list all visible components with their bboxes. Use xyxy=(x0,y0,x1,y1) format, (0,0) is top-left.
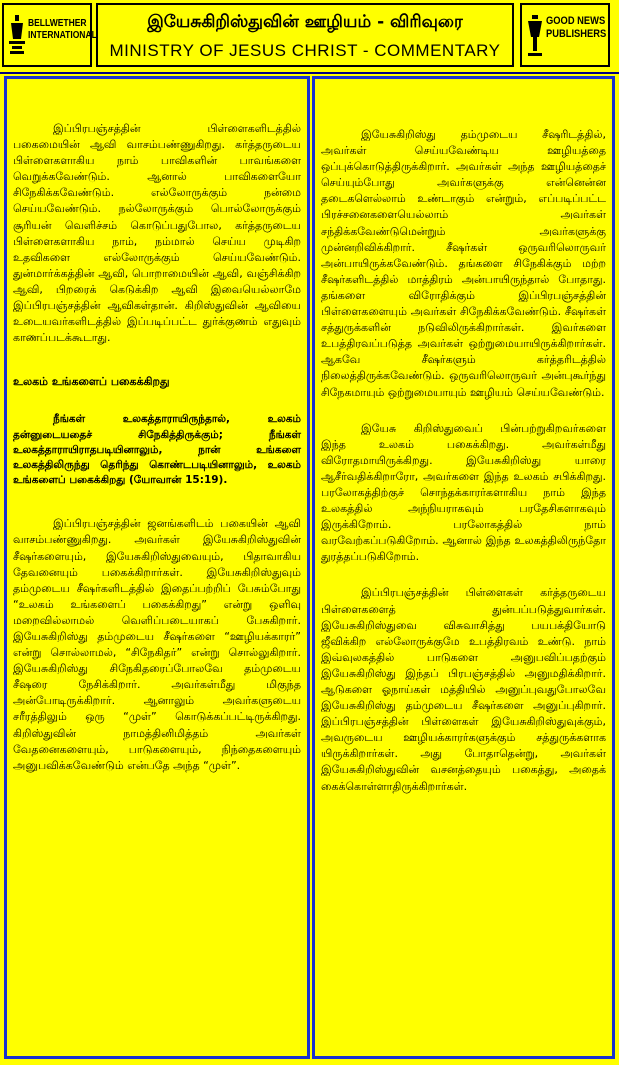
left-logo-text: BELLWETHER INTERNATIONAL xyxy=(28,18,97,41)
left-column-content xyxy=(13,121,301,774)
right-paragraph-1: இயேசுகிறிஸ்து தம்முடைய சீஷரிடத்தில், அவர்கள் செய்யவேண்டிய ஊழியத்தை ஒப்புக்கொடுத்திருக்கிறார். அவர்கள் அந்த ஊழியத்தைச் செய்யும்போது அவர்களுக்கு என்னென்ன தடைகளெல்லாம் உண்டாகும் என்றும், எப்படிப்பட்ட பிரச்சனைகளையெல்லாம் அவர்கள் சந்திக்கவேண்டுமென்றும் அவர்களுக்கு முன்னறிவிக்கிறார். சீஷர்கள் ஒருவரிலொருவர் அன்பாயிருக்கவேண்டும். தங்களை சிநேகிக்கும் மற்ற சீஷர்களிடத்தில் மாத்திரம் அன்பாயிருந்தால் போதாது. தங்களை விரோதிக்கும் இப்பிரபஞ்சத்தின் பிள்ளைகளையும் அவர்கள் சிநேகிக்கவேண்டும். சீஷர்கள் சத்துருக்களின் நடுவிலிருக்கிறார்கள். இவர்களை உபத்திரவப்படுத்த அவர்கள் ஒற்றுமையாயிருக்கிறார்கள். ஆகவே சீஷர்களும் கர்த்தரிடத்தில் நிலைத்திருக்கவேண்டும். ஒருவரிலொருவர் அன்புகூர்ந்து சிநேகமாயும் ஒற்றுமையாயும் ஊழியம் செய்யவேண்டும். xyxy=(321,128,606,399)
torch-icon xyxy=(526,15,544,59)
left-paragraph-1: இப்பிரபஞ்சத்தின் பிள்ளைகளிடத்தில் பகைமையின் ஆவி வாசம்பண்ணுகிறது. கர்த்தருடைய பிள்ளைகளாகிய நாம் பாவிகளின் பாவங்களை வெறுக்கவேண்டும். ஆனால் பாவிகளையோ சிநேகிக்கவேண்டும். எல்லோருக்கும் நன்மை செய்யவேண்டும். நல்லோருக்கும் பொல்லோருக்கும் சூரியன் வெளிச்சம் கொடுப்பதுபோல, கர்த்தருடைய பிள்ளைகளாகிய நாம், நம்மால் செய்ய முடிகிற உதவிகளை எல்லோருக்கும் செய்யவேண்டும். துன்மார்க்கத்தின் ஆவி, பொறாமையின் ஆவி, வஞ்சிக்கிற ஆவி, பிறரைக் கெடுக்கிற ஆவி இவையெல்லாமே இப்பிரபஞ்சத்தின் ஆவிகள்தான். கிறிஸ்துவின் ஆவியை உடையவர்களிடத்தில் இப்படிப்பட்ட துர்க்குணம் எதுவும் காணப்படக்கூடாது. xyxy=(13,122,301,345)
good-news-logo xyxy=(520,3,610,67)
title-tamil: இயேசுகிறிஸ்துவின் ஊழியம் - விரிவுரை xyxy=(147,12,463,32)
right-paragraph-3: இப்பிரபஞ்சத்தின் பிள்ளைகள் கர்த்தருடைய பிள்ளைகளைத் துன்பப்படுத்துவார்கள். இயேசுகிறிஸ்துவை விசுவாசித்து பயபக்தியோடு ஜீவிக்கிற எல்லோருக்குமே உபத்திரவம் உண்டு. நாம் இவ்வுலகத்தில் பாடுகளை அனுபவிப்பதற்கும் இயேசுகிறிஸ்து இந்தப் பிரபஞ்சத்தில் அனுமதிக்கிறார். ஆடுகளை ஓநாய்கள் மத்தியில் அனுப்புவதுபோலவே இயேசுகிறிஸ்து தம்முடைய சீஷர்களை அனுப்புகிறார். இப்பிரபஞ்சத்தின் பிள்ளைகள் இயேசுகிறிஸ்துவுக்கும், அவருடைய ஊழியக்காரர்களுக்கும் சத்துருக்களாக யிருக்கிறார்கள். அது போதாதென்று, அவர்கள் இயேசுகிறிஸ்துவின் வசனத்தையும் பகைத்து, அதைக் கைக்கொள்ளாதிருக்கிறார்கள். xyxy=(321,586,606,793)
right-column-content xyxy=(321,127,606,795)
right-paragraph-2: இயேசு கிறிஸ்துவைப் பின்பற்றுகிறவர்களை இந்த உலகம் பகைக்கிறது. அவர்கள்மீது விரோதமாயிருக்கிறது. இயேசுகிறிஸ்து யாரை ஆசீர்வதிக்கிறாரோ, அவர்களை இந்த உலகம் சபிக்கிறது. பரலோகத்திற்குச் சொந்தக்காரர்களாகிய நாம் இந்த உலகத்தில் அந்நியராகவும் பரதேசிகளாகவும் இருக்கிறோம். பரலோகத்தில் நாம் வரவேற்கப்படுகிறோம். ஆனால் இந்த உலகத்திலிருந்தோ துரத்தப்படுகிறோம். xyxy=(321,421,606,564)
right-logo-text: GOOD NEWS PUBLISHERS xyxy=(546,15,607,40)
title-box xyxy=(96,3,514,67)
title-english: MINISTRY OF JESUS CHRIST - COMMENTARY xyxy=(109,41,501,60)
left-column xyxy=(4,76,310,1059)
header xyxy=(0,0,619,74)
left-paragraph-2: இப்பிரபஞ்சத்தின் ஜனங்களிடம் பகையின் ஆவி வாசம்பண்ணுகிறது. அவர்கள் இயேசுகிறிஸ்துவின் சீஷர்களையும், இயேசுகிறிஸ்துவையும், பிதாவாகிய தேவனையும் பகைக்கிறார்கள். இயேசுகிறிஸ்துவும் தம்முடைய சீஷர்களிடத்தில் இதைப்பற்றிப் பேசும்போது “உலகம் உங்களைப் பகைக்கிறது” என்று ஒளிவு மறைவில்லாமல் வெளிப்படையாகப் பேசுகிறார். இயேசுகிறிஸ்து தம்முடைய சீஷர்களை “ஊழியக்காரர்” என்று சொல்லாமல், “சிநேகிதர்” என்று சொல்லுகிறார். இயேசுகிறிஸ்து சிநேகிதரைப்போலவே தம்முடைய சீஷரை நேசிக்கிறார். அவர்கள்மீது மிகுந்த அன்போடிருக்கிறார். ஆனாலும் அவர்களுடைய சரீரத்திலும் ஒரு “முள்” கொடுக்கப்பட்டிருக்கிறது. கிறிஸ்துவின் நாமத்தினிமித்தம் அவர்கள் வேதனைகளையும், பாடுகளையும், நிந்தைகளையும் அனுபவிக்கவேண்டும் என்பதே அந்த “முள்”. xyxy=(13,517,301,772)
section-heading: உலகம் உங்களைப் பகைக்கிறது xyxy=(13,375,170,389)
bell-icon xyxy=(8,15,26,59)
bible-verse: நீங்கள் உலகத்தாராயிருந்தால், உலகம் தன்னுடையதைச் சிநேகித்திருக்கும்; நீங்கள் உலகத்தாராயிராதபடியினாலும், நான் உங்களை உலகத்திலிருந்து தெரிந்து கொண்டபடியினாலும், உலகம் உங்களைப் பகைக்கிறது (யோவான் 15:19). xyxy=(13,413,301,487)
bellwether-logo xyxy=(2,3,97,67)
right-column xyxy=(312,76,615,1059)
